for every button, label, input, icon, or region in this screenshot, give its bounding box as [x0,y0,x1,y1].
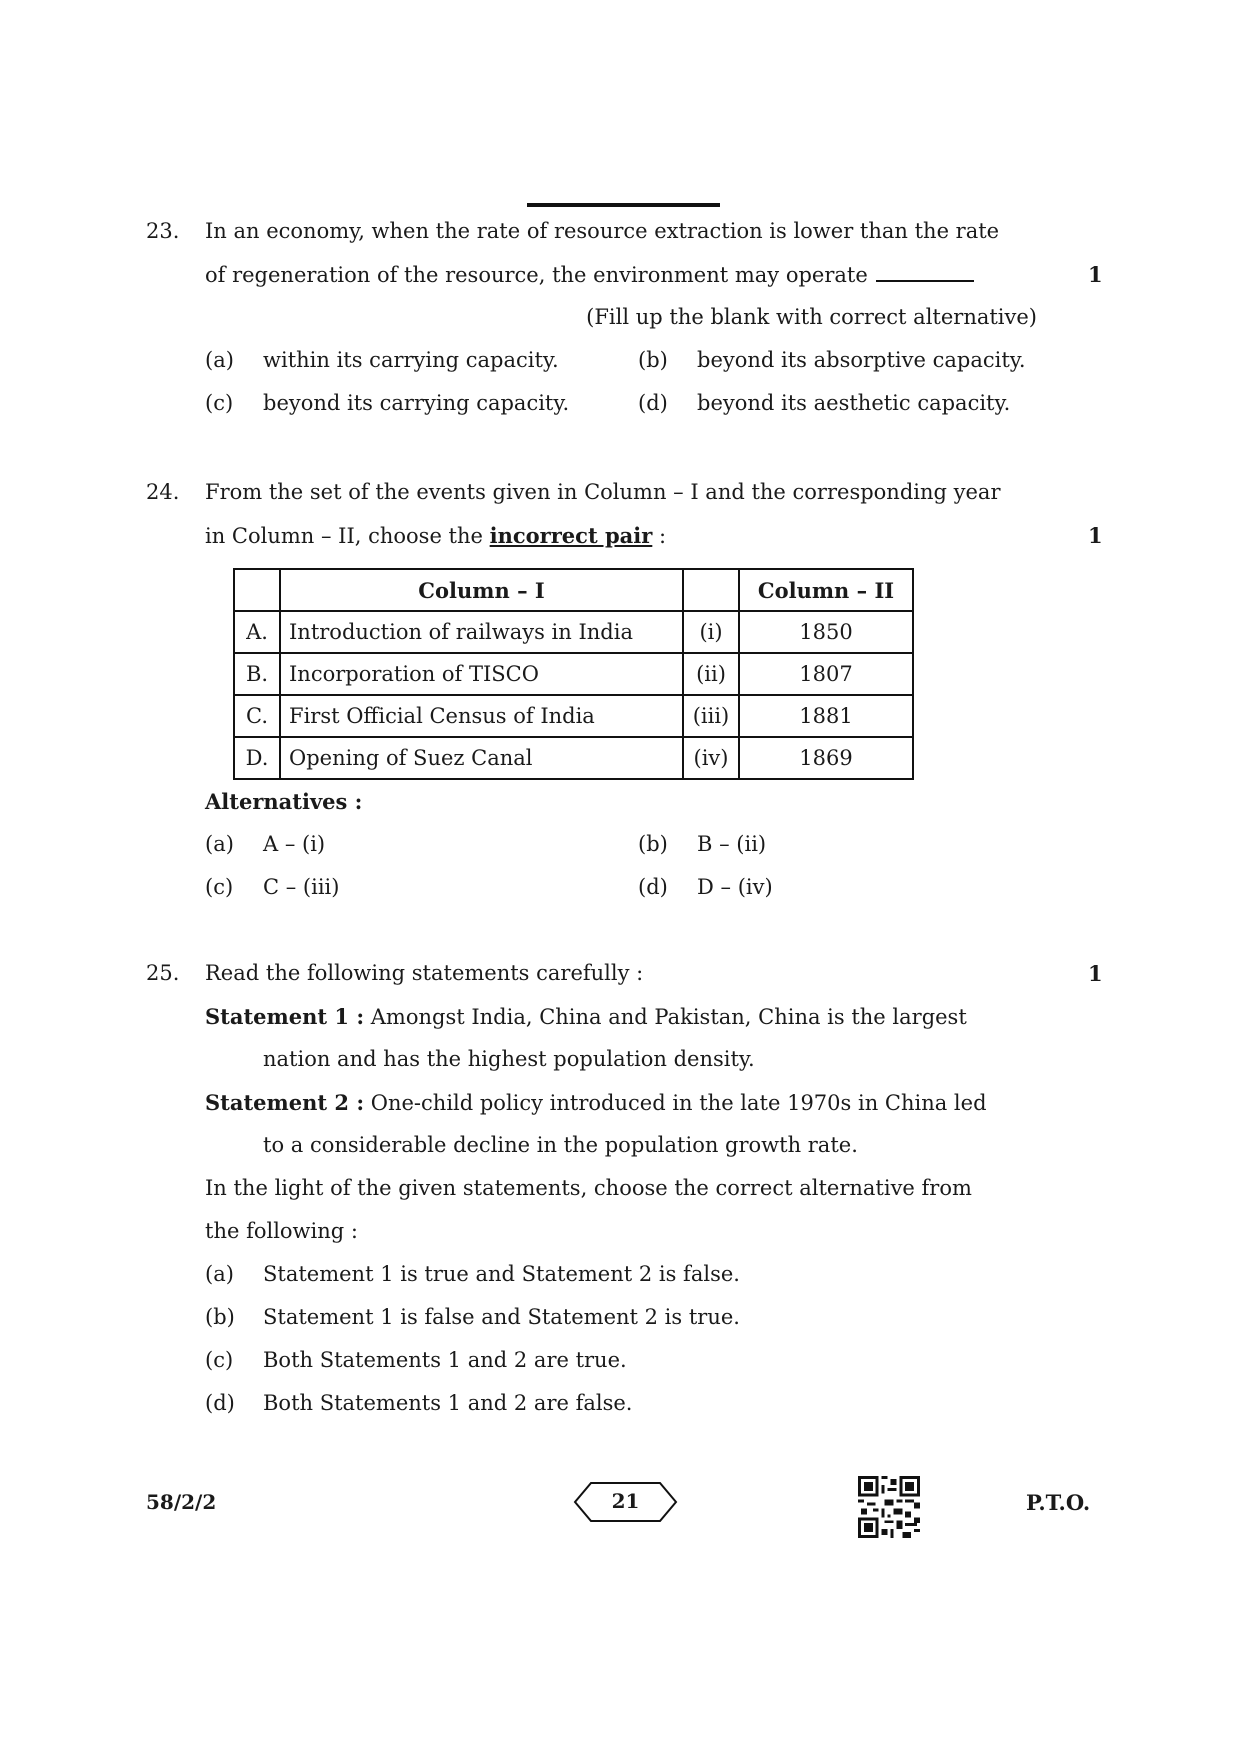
option-label: (c) [205,875,234,899]
option-label: (a) [205,1262,234,1286]
emphasis: incorrect pair [489,523,653,548]
option-label: (c) [205,1348,234,1372]
paper-code: 58/2/2 [146,1490,217,1514]
question-number: 25. [146,961,180,985]
option-text: Statement 1 is false and Statement 2 is true. [263,1305,740,1329]
column-header: Column – I [280,569,683,611]
statement-2: Statement 2 : One-child policy introduced in the late 1970s in China led [205,1090,987,1115]
top-rule [527,203,720,207]
question-text-line: of regeneration of the resource, the environment may operate [205,262,974,287]
option-text: B – (ii) [697,832,767,856]
option-text: within its carrying capacity. [263,348,559,372]
statement-2-cont: to a considerable decline in the population growth rate. [263,1133,858,1157]
question-text-line: From the set of the events given in Column – I and the corresponding year [205,480,1001,504]
marks: 1 [1088,523,1103,548]
column-header: Column – II [739,569,913,611]
option-label: (c) [205,391,234,415]
question-text-line: in Column – II, choose the incorrect pair : [205,523,667,548]
question-text-line: Read the following statements carefully : [205,961,644,985]
prompt-text: In the light of the given statements, choose the correct alternative from [205,1176,972,1200]
option-text: Statement 1 is true and Statement 2 is false. [263,1262,740,1286]
match-table [233,568,914,780]
table-row: A. Introduction of railways in India (i) 1850 [234,611,913,653]
marks: 1 [1088,961,1103,986]
alternatives-heading: Alternatives : [205,789,363,814]
statement-label: Statement 2 : [205,1090,365,1115]
option-text: beyond its aesthetic capacity. [697,391,1011,415]
page-number: 21 [611,1489,640,1513]
option-label: (d) [205,1391,235,1415]
table-header-row [234,569,913,611]
option-text: A – (i) [263,832,326,856]
option-text: Both Statements 1 and 2 are false. [263,1391,633,1415]
option-label: (a) [205,348,234,372]
option-label: (d) [638,875,668,899]
option-text: beyond its carrying capacity. [263,391,570,415]
option-label: (b) [638,832,668,856]
option-label: (b) [638,348,668,372]
statement-1-cont: nation and has the highest population density. [263,1047,755,1071]
prompt-text: the following : [205,1219,358,1243]
instruction: (Fill up the blank with correct alternative) [586,305,1037,329]
question-text-line: In an economy, when the rate of resource extraction is lower than the rate [205,219,1000,243]
qr-code-icon [858,1476,920,1538]
please-turn-over: P.T.O. [1026,1490,1091,1515]
option-text: C – (iii) [263,875,340,899]
option-text: D – (iv) [697,875,773,899]
marks: 1 [1088,262,1103,287]
table-row: C. First Official Census of India (iii) 1881 [234,695,913,737]
question-number: 24. [146,480,180,504]
option-label: (b) [205,1305,235,1329]
statement-1: Statement 1 : Amongst India, China and Pakistan, China is the largest [205,1004,967,1029]
table-row: B. Incorporation of TISCO (ii) 1807 [234,653,913,695]
question-number: 23. [146,219,180,243]
option-text: Both Statements 1 and 2 are true. [263,1348,627,1372]
option-label: (d) [638,391,668,415]
table-row: D. Opening of Suez Canal (iv) 1869 [234,737,913,779]
fill-blank [876,262,974,282]
statement-label: Statement 1 : [205,1004,365,1029]
option-text: beyond its absorptive capacity. [697,348,1026,372]
page-number-badge [573,1481,678,1523]
option-label: (a) [205,832,234,856]
